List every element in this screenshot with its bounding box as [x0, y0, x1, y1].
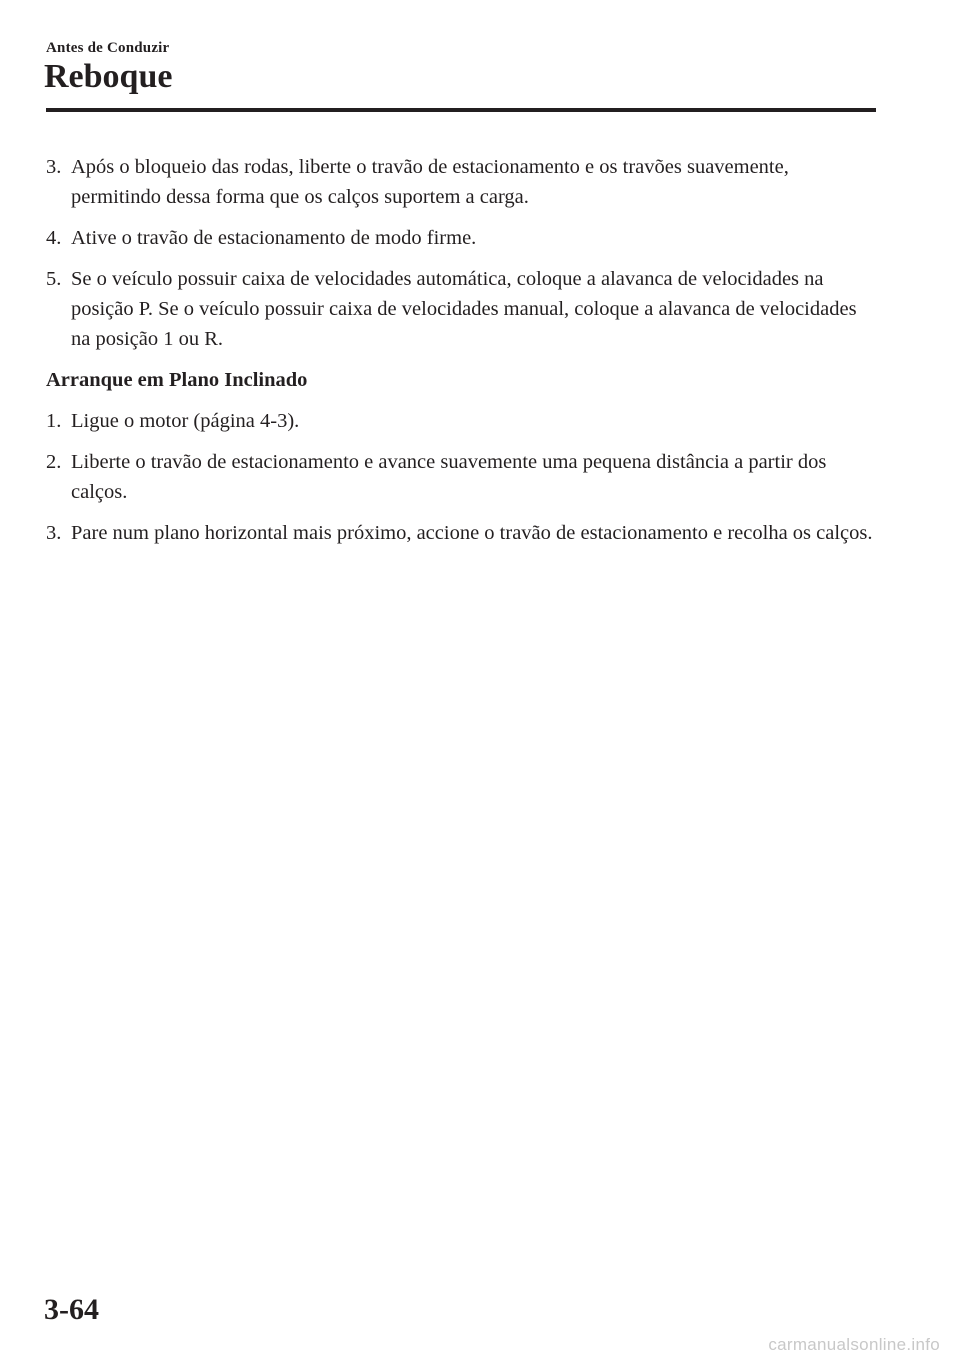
list-item-text: Pare num plano horizontal mais próximo, accione o travão de estacionamento e recolha os calços. [71, 522, 873, 544]
list-item-text: Ative o travão de estacionamento de modo firme. [71, 227, 477, 249]
list-item-text: Após o bloqueio das rodas, liberte o travão de estacionamento e os travões suavemente, permitindo dessa forma que os calços suportem a carga. [71, 156, 789, 208]
list-item-number: 3. [46, 156, 62, 178]
list-item [46, 223, 876, 253]
list-item [46, 152, 876, 212]
list-item-text: Liberte o travão de estacionamento e avance suavemente uma pequena distância a partir dos calços. [71, 451, 827, 503]
list-item-number: 4. [46, 227, 62, 249]
page-content [46, 152, 876, 559]
list-item-text: Se o veículo possuir caixa de velocidades automática, coloque a alavanca de velocidades na posição P. Se o veículo possuir caixa de velocidades manual, coloque a alavanca de velocidades na posição 1 ou R. [71, 268, 857, 350]
list-item-number: 1. [46, 410, 62, 432]
watermark: carmanualsonline.info [768, 1335, 940, 1354]
page-number: 3-64 [44, 1293, 99, 1326]
list-item [46, 447, 876, 507]
list-item-number: 3. [46, 522, 62, 544]
list-item-number: 2. [46, 451, 62, 473]
list-item-text: Ligue o motor (página 4-3). [71, 410, 300, 432]
list-item [46, 264, 876, 354]
subheading: Arranque em Plano Inclinado [46, 369, 308, 391]
list-item [46, 518, 876, 548]
list-item-number: 5. [46, 268, 62, 290]
page-title: Reboque [44, 58, 173, 95]
list-item [46, 406, 876, 436]
section-label: Antes de Conduzir [46, 40, 170, 56]
title-rule [46, 108, 876, 112]
